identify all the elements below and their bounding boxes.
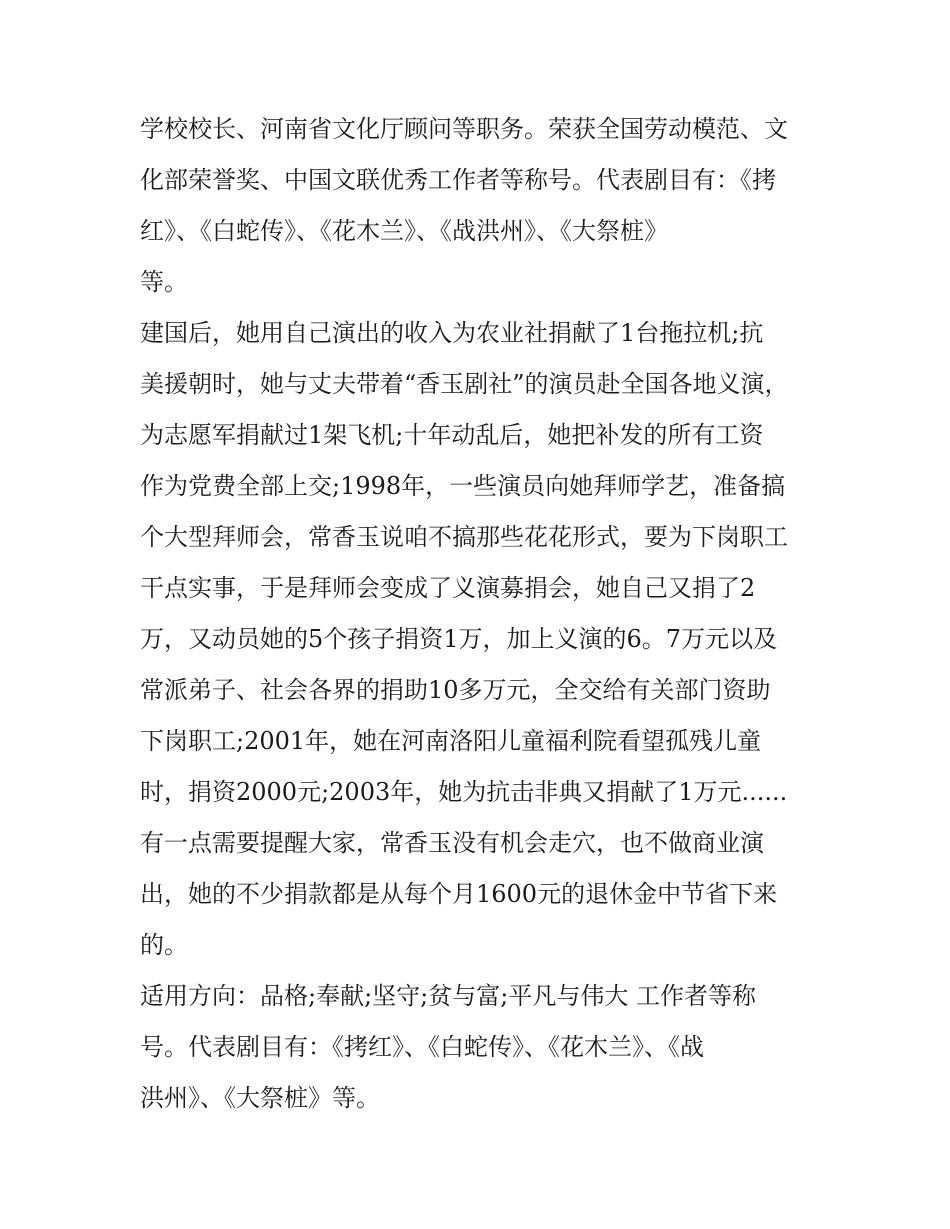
text-line: 为志愿军捐献过1架飞机;十年动乱后，她把补发的所有工资 [140, 421, 764, 449]
text-line: 学校校长、河南省文化厅顾问等职务。荣获全国劳动模范、文 [140, 115, 788, 143]
text-line: 号。代表剧目有：《拷红》、《白蛇传》、《花木兰》、《战 [140, 1033, 704, 1061]
text-line: 常派弟子、社会各界的捐助10多万元，全交给有关部门资助 [140, 676, 771, 704]
text-line: 建国后，她用自己演出的收入为农业社捐献了1台拖拉机;抗 [140, 319, 764, 347]
text-line: 美援朝时，她与丈夫带着“香玉剧社”的演员赴全国各地义演， [140, 370, 789, 398]
text-line: 的。 [140, 931, 188, 959]
text-line: 作为党费全部上交;1998年，一些演员向她拜师学艺，准备搞 [140, 472, 786, 500]
text-line: 洪州》、《大祭桩》等。 [140, 1084, 380, 1112]
text-line: 出，她的不少捐款都是从每个月1600元的退休金中节省下来 [140, 880, 778, 908]
text-line: 等。 [140, 268, 188, 296]
text-line: 时，捐资2000元;2003年，她为抗击非典又捐献了1万元...... [140, 778, 788, 806]
text-line: 化部荣誉奖、中国文联优秀工作者等称号。代表剧目有：《拷 [140, 166, 776, 194]
body-text [140, 104, 830, 1124]
text-line: 红》、《白蛇传》、《花木兰》、《战洪州》、《大祭桩》 [140, 217, 668, 245]
text-line: 万，又动员她的5个孩子捐资1万，加上义演的6。7万元以及 [140, 625, 778, 653]
text-line: 个大型拜师会，常香玉说咱不搞那些花花形式，要为下岗职工 [140, 523, 788, 551]
text-line: 下岗职工;2001年，她在河南洛阳儿童福利院看望孤残儿童 [140, 727, 762, 755]
text-line: 适用方向：品格;奉献;坚守;贫与富;平凡与伟大 工作者等称 [140, 982, 756, 1010]
text-line: 有一点需要提醒大家，常香玉没有机会走穴，也不做商业演 [140, 829, 764, 857]
text-line: 干点实事，于是拜师会变成了义演募捐会，她自己又捐了2 [140, 574, 756, 602]
